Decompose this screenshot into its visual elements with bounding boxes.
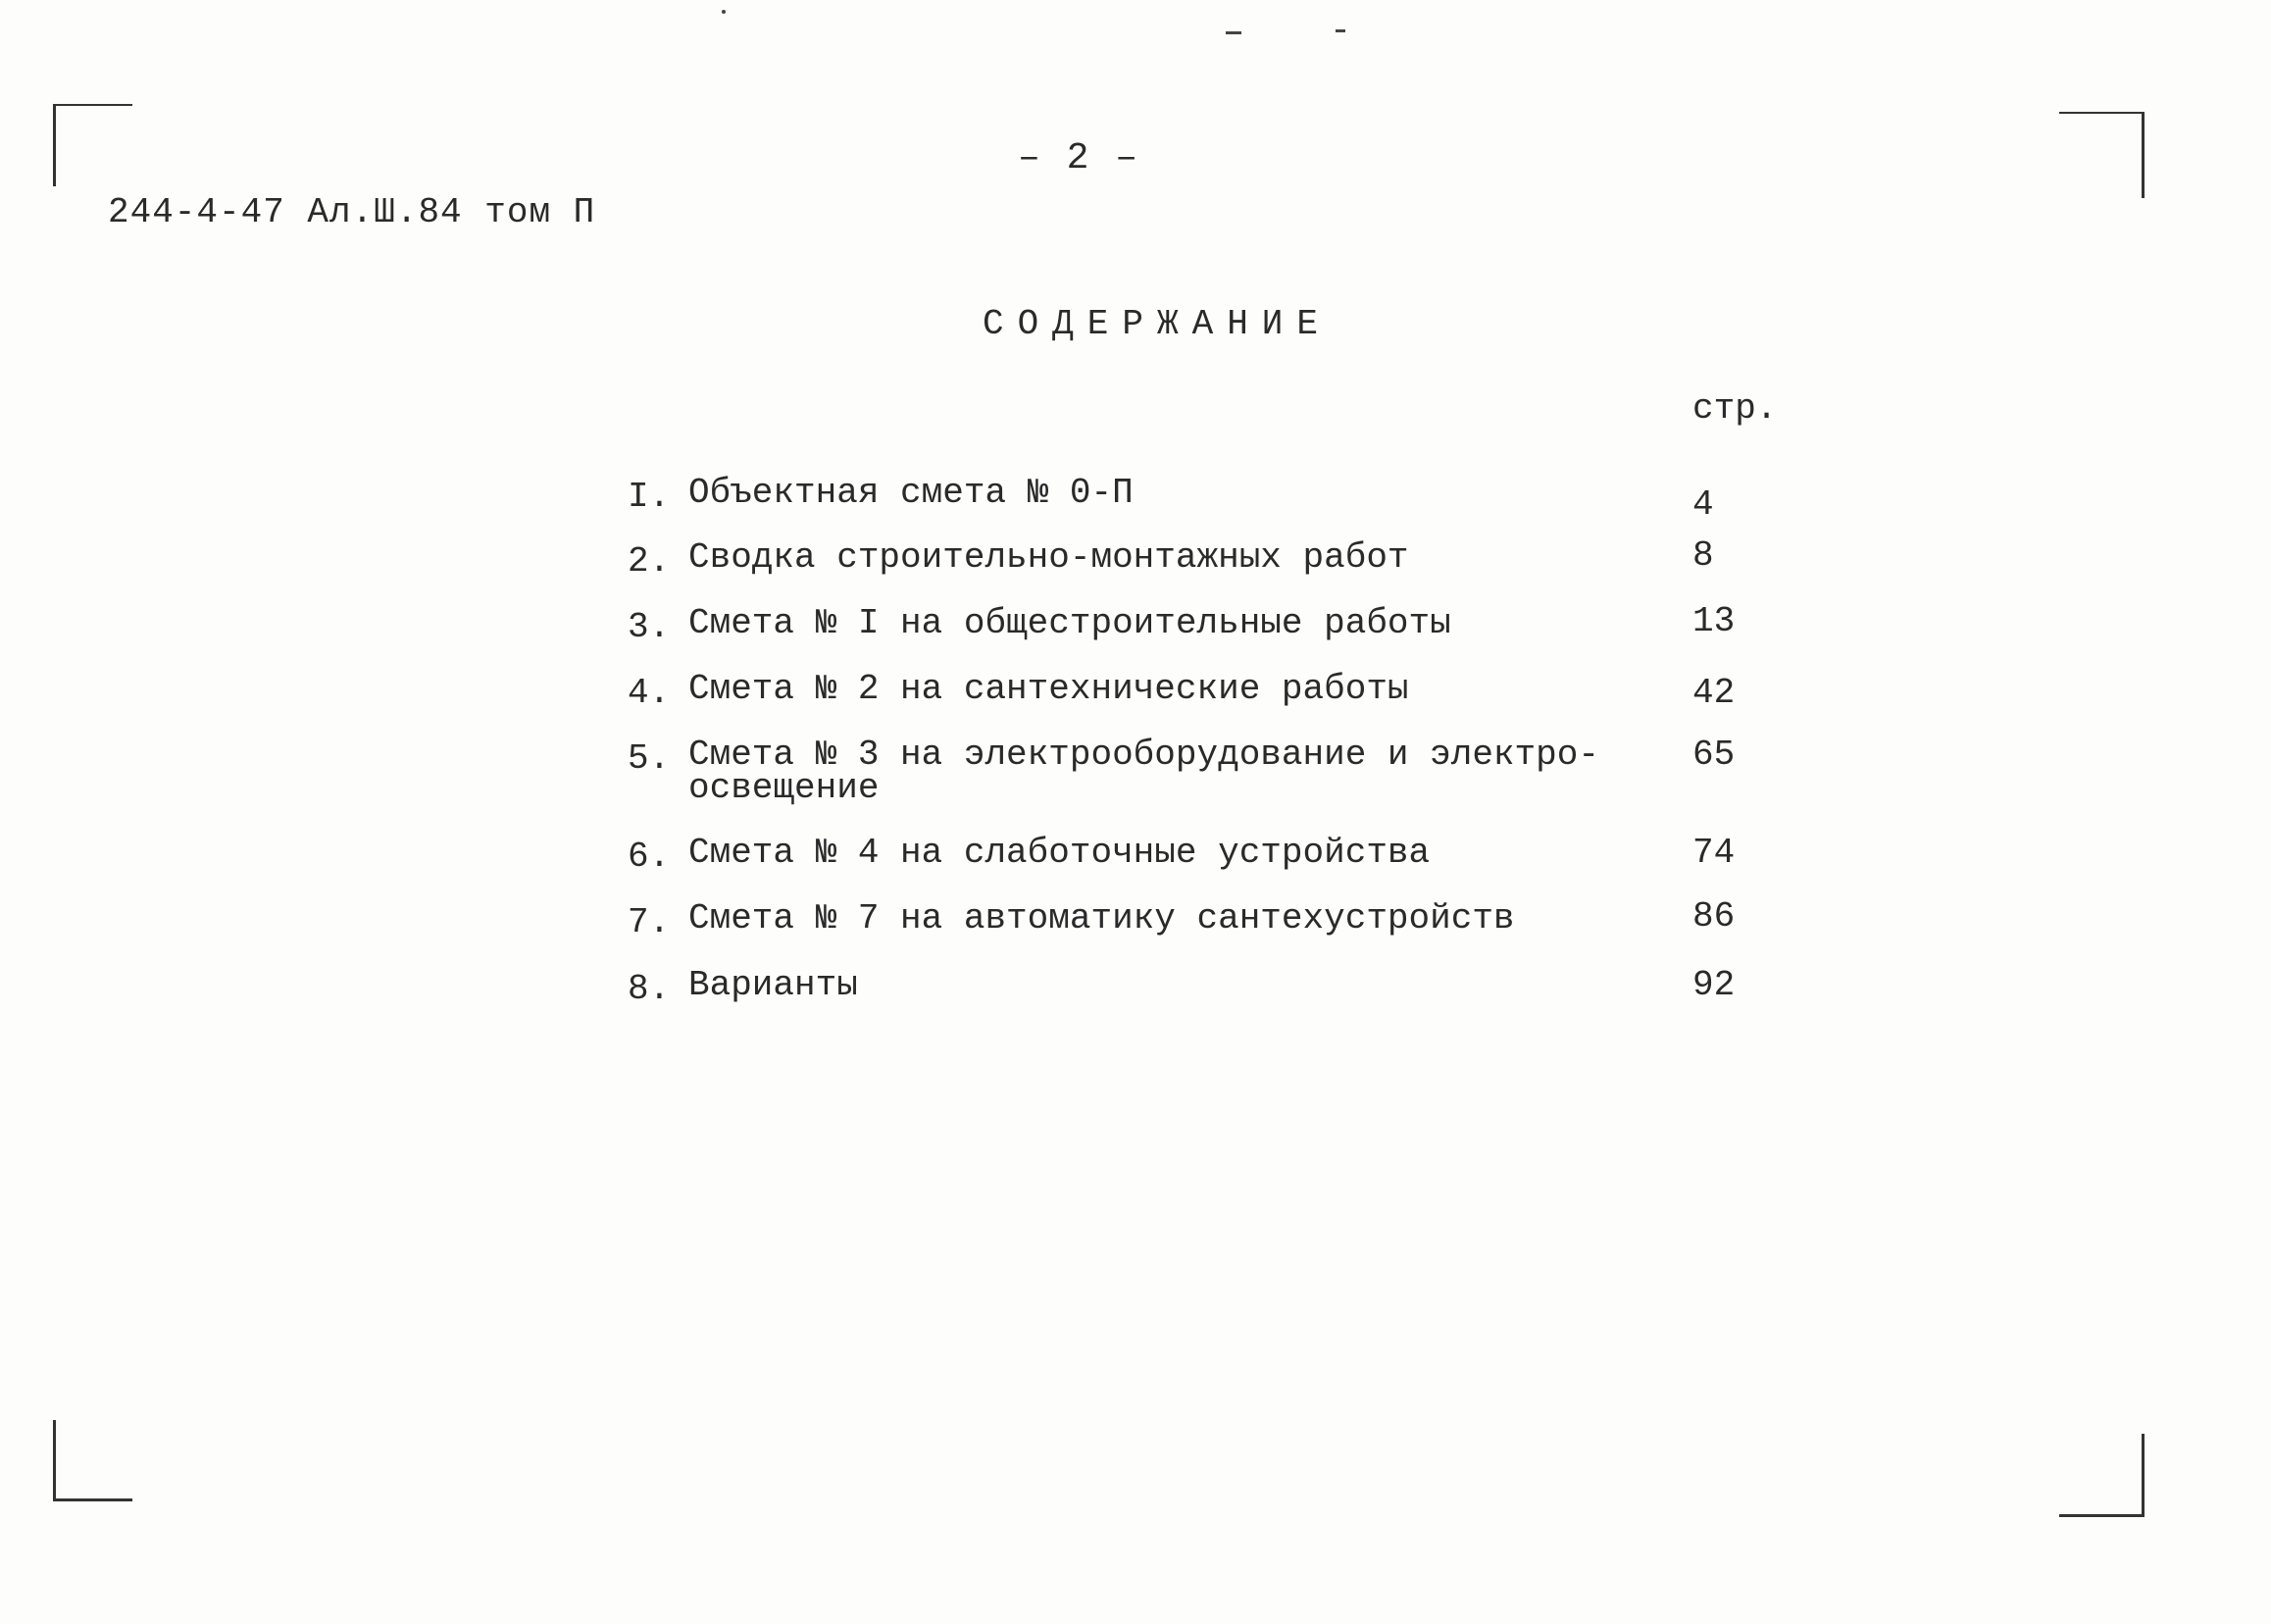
toc-item-number: 7. bbox=[628, 902, 671, 942]
toc-item-page: 8 bbox=[1692, 535, 1714, 576]
toc-item-number: 5. bbox=[628, 738, 671, 779]
toc-item-title: Смета № 4 на слаботочные устройства bbox=[688, 833, 1431, 873]
toc-item-page: 4 bbox=[1692, 484, 1714, 525]
toc-item-number: 2. bbox=[628, 541, 671, 582]
toc-item-number: 6. bbox=[628, 837, 671, 877]
toc-item-title: Варианты bbox=[688, 965, 858, 1005]
toc-item-page: 42 bbox=[1692, 673, 1736, 713]
toc-item-title: Сводка строительно-монтажных работ bbox=[688, 537, 1409, 578]
toc-item-number: 3. bbox=[628, 607, 671, 647]
toc-item-title: Смета № 3 на электрооборудование и электро-освещение bbox=[688, 735, 1599, 808]
toc-item-page: 92 bbox=[1692, 965, 1736, 1005]
crop-mark-top-left bbox=[53, 104, 132, 186]
toc-item-page: 86 bbox=[1692, 896, 1736, 937]
toc-item-page: 65 bbox=[1692, 735, 1736, 775]
toc-item-page: 13 bbox=[1692, 601, 1736, 641]
toc-item-number: 8. bbox=[628, 969, 671, 1009]
toc-item-number: I. bbox=[628, 477, 671, 517]
toc-item-page: 74 bbox=[1692, 833, 1736, 873]
toc-item-number: 4. bbox=[628, 673, 671, 713]
toc-item-title: Объектная смета № 0-П bbox=[688, 473, 1134, 513]
toc-item-title: Смета № 2 на сантехнические работы bbox=[688, 669, 1409, 709]
crop-mark-bottom-left bbox=[53, 1420, 132, 1501]
crop-mark-bottom-right bbox=[2059, 1434, 2145, 1517]
crop-mark-top-right bbox=[2059, 112, 2145, 198]
page-number: – 2 – bbox=[1017, 137, 1140, 179]
document-code: 244-4-47 Ал.Ш.84 том П bbox=[108, 192, 596, 232]
toc-item-title: Смета № I на общестроительные работы bbox=[688, 603, 1451, 643]
page-column-label: стр. bbox=[1692, 388, 1778, 429]
table-of-contents bbox=[628, 0, 1804, 1624]
toc-item-title: Смета № 7 на автоматику сантехустройств bbox=[688, 898, 1515, 939]
page-title: СОДЕРЖАНИЕ bbox=[982, 304, 1333, 344]
